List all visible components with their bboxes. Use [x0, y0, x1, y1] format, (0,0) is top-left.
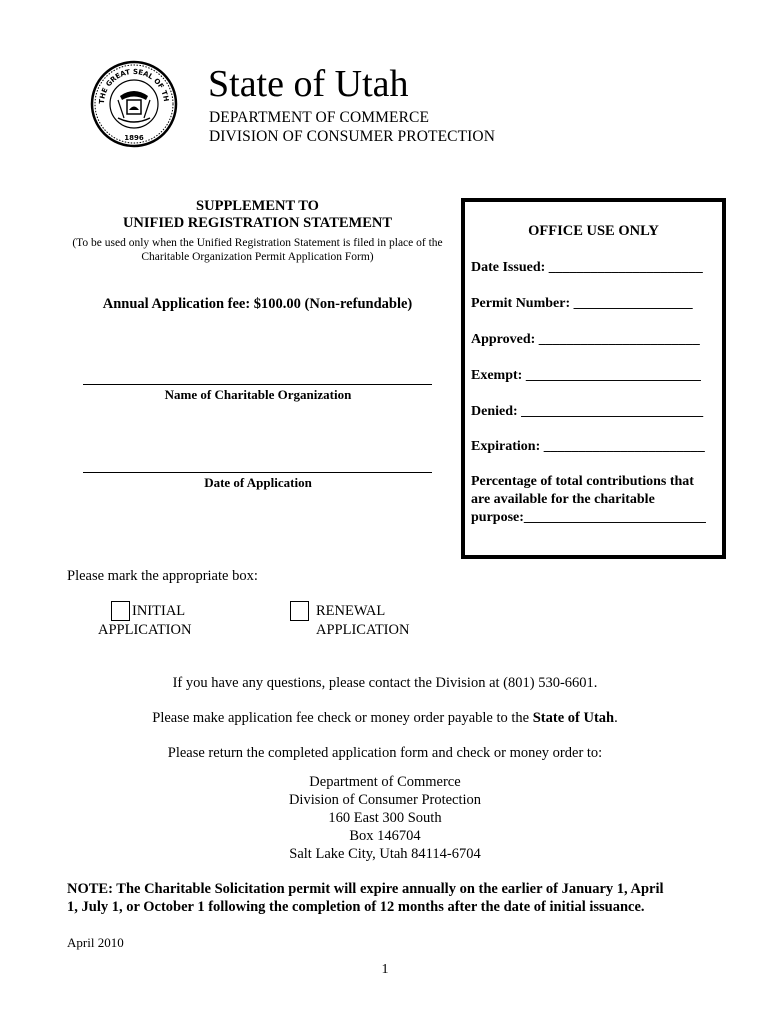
questions-contact: If you have any questions, please contact the Division at (801) 530-6601.: [172, 675, 598, 691]
office-use-title: OFFICE USE ONLY: [528, 223, 659, 239]
return-instruction: Please return the completed application form and check or money order to:: [167, 745, 603, 761]
initial-application-checkbox[interactable]: [111, 601, 130, 621]
org-name-field[interactable]: [83, 384, 432, 385]
department-name: DEPARTMENT OF COMMERCE: [209, 109, 430, 126]
division-name: DIVISION OF CONSUMER PROTECTION: [209, 128, 495, 145]
office-permit-number: Permit Number: _________________: [471, 296, 693, 311]
payable-instruction: [0, 710, 770, 727]
form-usage-note-line2: Charitable Organization Permit Application Form): [141, 251, 374, 263]
expiration-note: [67, 880, 707, 916]
page-title: State of Utah: [208, 63, 409, 105]
seal-text: THE GREAT SEAL OF TH: [97, 67, 170, 105]
seal-year: 1896: [124, 134, 144, 142]
initial-application-label-line2: APPLICATION: [98, 622, 192, 638]
address-line: 160 East 300 South: [328, 810, 442, 826]
application-date-caption: Date of Application: [204, 475, 312, 490]
office-percentage-line1: Percentage of total contributions that: [471, 474, 694, 489]
form-usage-note: [70, 236, 445, 264]
form-heading-line2: UNIFIED REGISTRATION STATEMENT: [122, 215, 393, 231]
application-type-prompt: Please mark the appropriate box:: [67, 568, 258, 584]
renewal-application-label-line1: RENEWAL: [316, 603, 386, 619]
office-approved: Approved: _______________________: [471, 332, 700, 347]
application-fee: Annual Application fee: $100.00 (Non-refundable): [102, 296, 413, 312]
office-date-issued: Date Issued: ______________________: [471, 260, 703, 275]
page-number: 1: [381, 962, 389, 977]
payable-payee: State of Utah: [532, 710, 615, 726]
office-expiration: Expiration: _______________________: [471, 439, 705, 454]
expiration-note-line1: NOTE: The Charitable Solicitation permit will expire annually on the earlier of January 1, April: [67, 881, 664, 897]
department-header: [209, 108, 495, 146]
address-line: Salt Lake City, Utah 84114-6704: [289, 846, 481, 862]
office-percentage-line3: purpose:__________________________: [471, 510, 706, 525]
office-percentage: [471, 473, 706, 527]
state-seal-logo: [90, 60, 178, 148]
form-usage-note-line1: (To be used only when the Unified Registration Statement is filed in place of the: [72, 237, 443, 249]
address-line: Box 146704: [349, 828, 421, 844]
form-revision-date: April 2010: [67, 935, 124, 950]
office-exempt: Exempt: _________________________: [471, 368, 701, 383]
payable-text: Please make application fee check or money order payable to the: [152, 710, 533, 726]
seal-icon: [90, 60, 178, 148]
office-denied: Denied: __________________________: [471, 404, 704, 419]
payable-period: .: [614, 710, 618, 726]
org-name-caption: Name of Charitable Organization: [164, 387, 352, 402]
form-heading-line1: SUPPLEMENT TO: [196, 198, 319, 214]
address-line: Department of Commerce: [309, 774, 461, 790]
office-percentage-line2: are available for the charitable: [471, 492, 655, 507]
form-heading: [70, 198, 445, 232]
renewal-application-checkbox[interactable]: [290, 601, 309, 621]
svg-text:THE GREAT SEAL OF THE STATE OF: [90, 60, 170, 104]
initial-application-label-line1: INITIAL: [132, 603, 186, 619]
renewal-application-label-line2: APPLICATION: [316, 622, 410, 638]
expiration-note-line2: 1, July 1, or October 1 following the completion of 12 months after the date of initial issuance.: [67, 899, 645, 915]
address-line: Division of Consumer Protection: [288, 792, 482, 808]
application-date-field[interactable]: [83, 472, 432, 473]
mailing-address: [0, 773, 770, 863]
